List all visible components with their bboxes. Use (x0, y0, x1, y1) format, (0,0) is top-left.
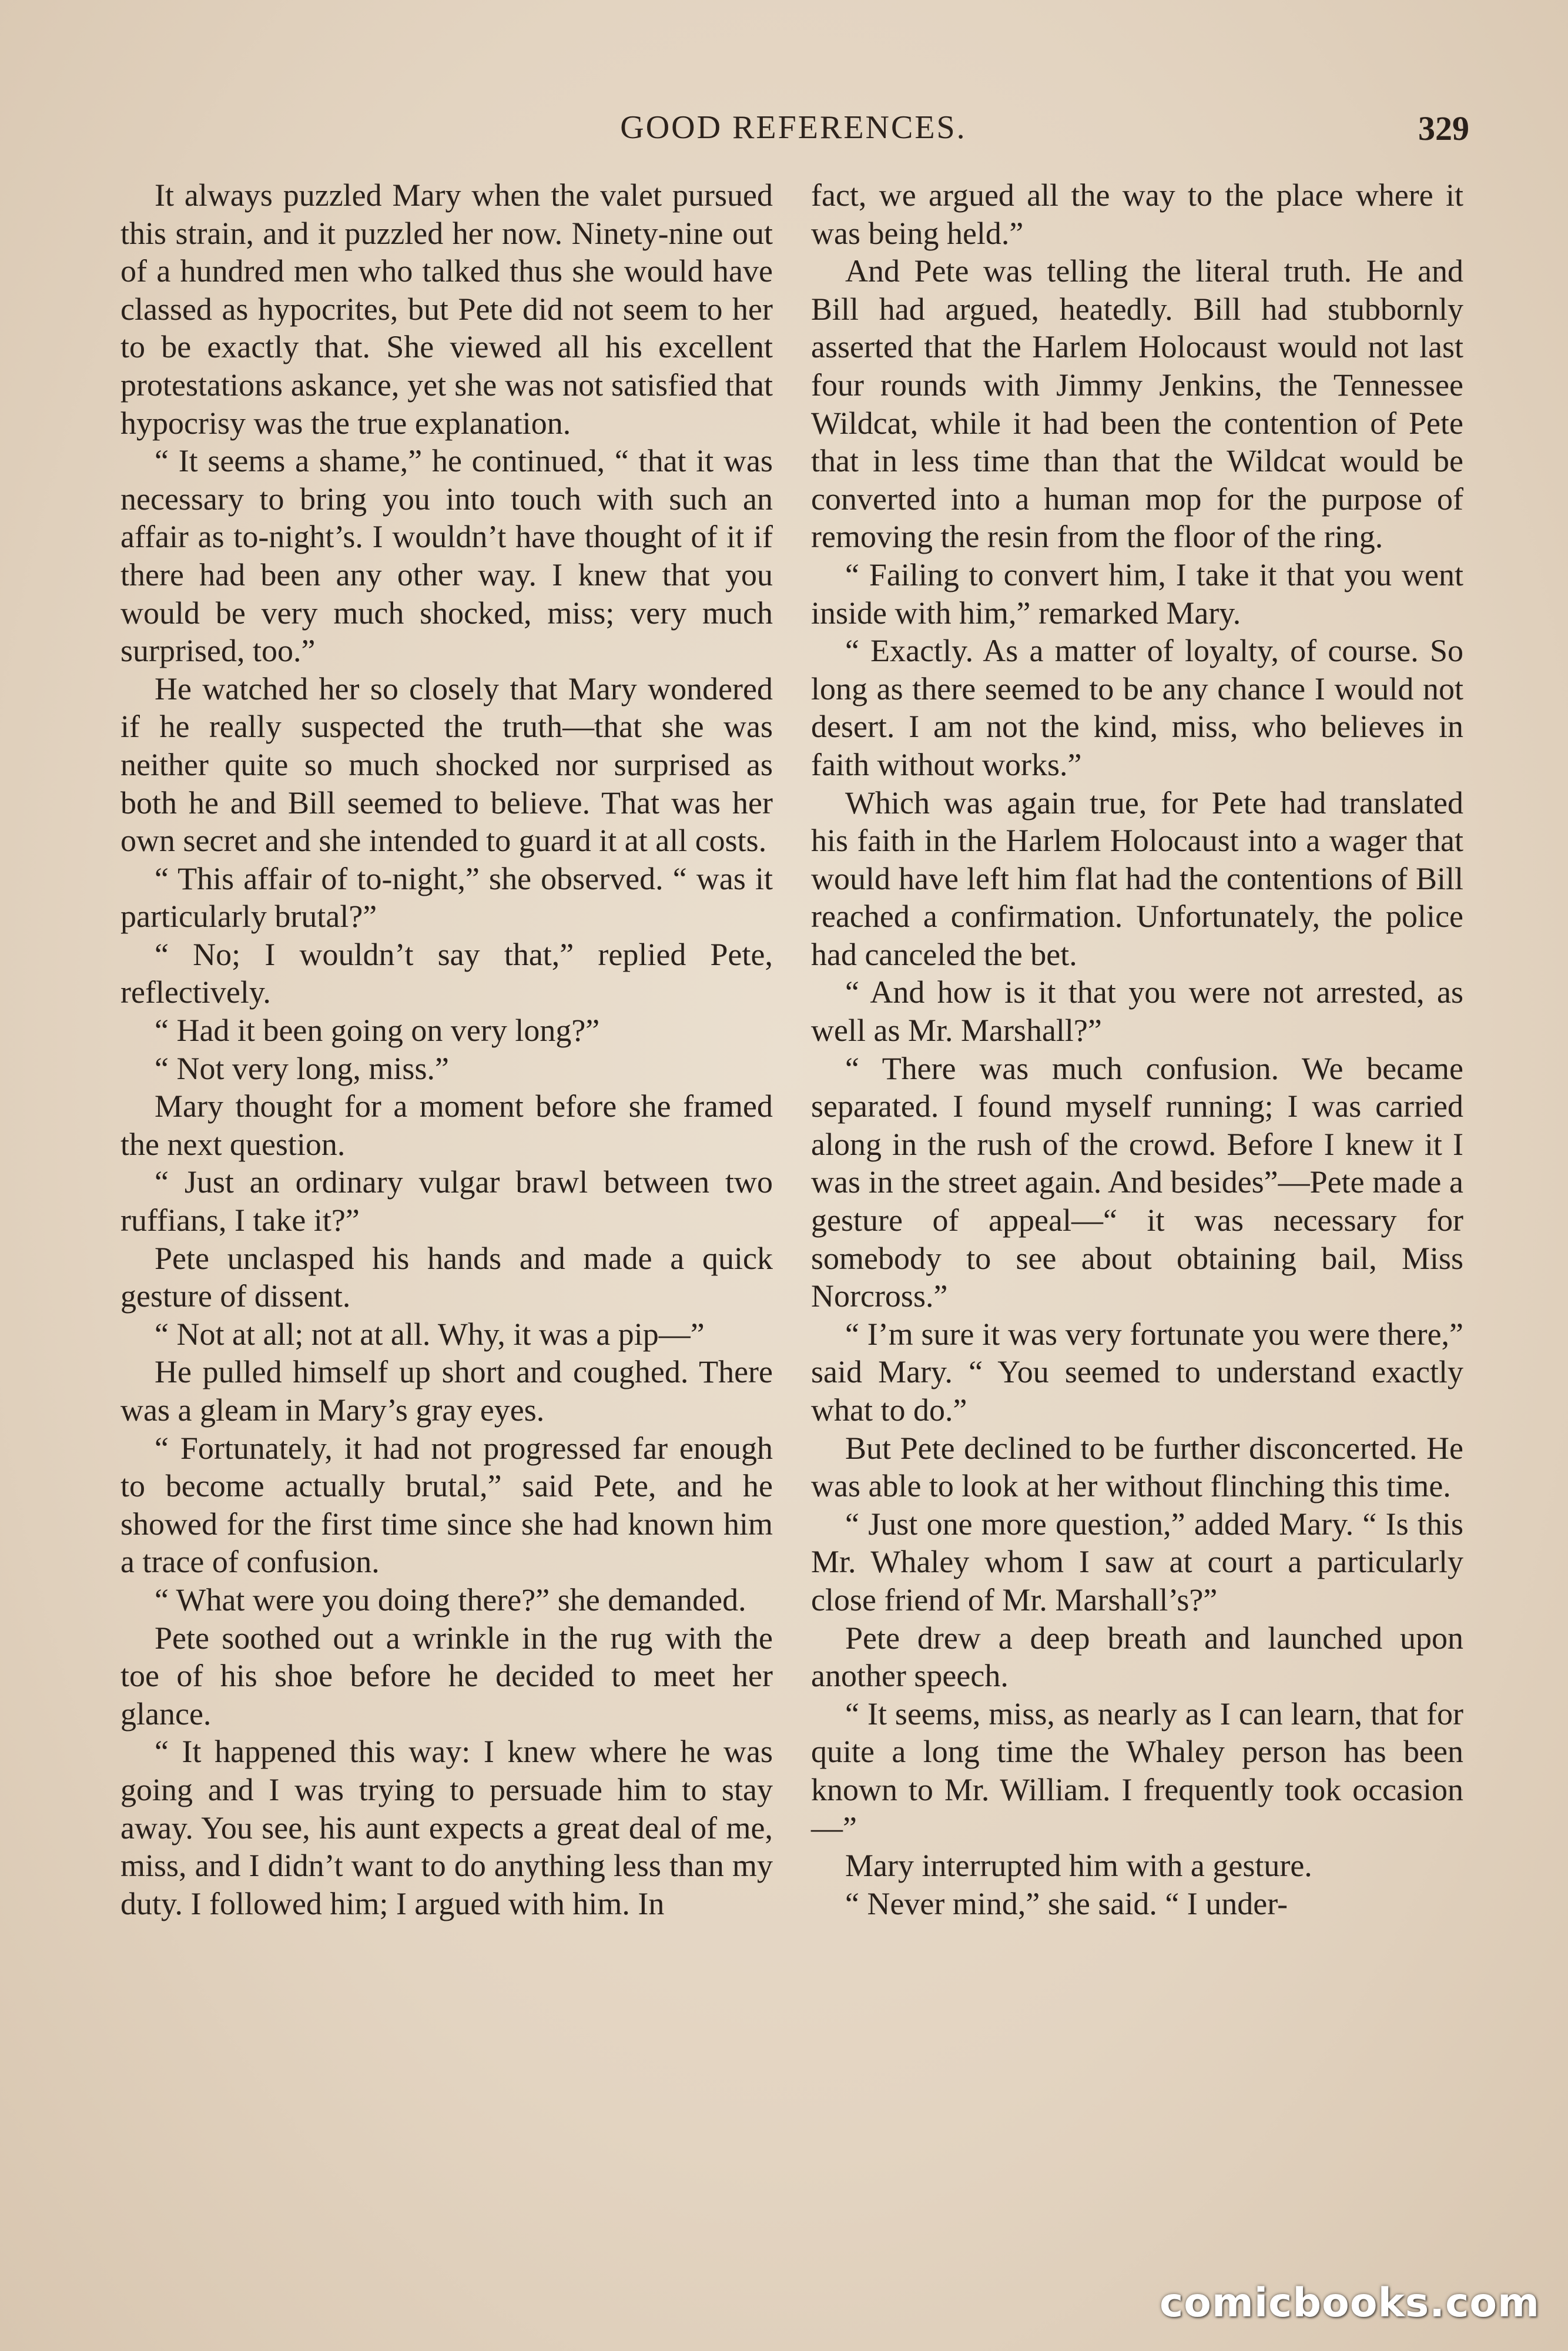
paragraph: It always puzzled Mary when the valet pursued this strain, and it puzzled her now. Ninety-nine out of a hundred men who talked thus she would have classed as hypocrites, but Pete did not seem to her to be exactly that. She viewed all his excellent protestations askance, yet she was not satisfied that hypocrisy was the true explanation. (120, 178, 773, 441)
page-header (118, 109, 1469, 156)
paragraph: “ It seems a shame,” he continued, “ that it was necessary to bring you into touch with such an affair as to-night’s. I wouldn’t have thought of it if there had been any other way. I knew that you would be very much shocked, miss; very much surprised, too.” (120, 443, 773, 669)
text-column-right (811, 176, 1463, 1923)
paragraph: “ And how is it that you were not arrested, as well as Mr. Marshall?” (811, 974, 1463, 1049)
watermark: comicbooks.com (1159, 2280, 1540, 2326)
paragraph: “ There was much confusion. We became separated. I found myself running; I was carried along in the rush of the crowd. Before I knew it I was in the street again. And besides”—Pete made a gesture of appeal—“ it was necessary for somebody to see about obtaining bail, Miss Norcross.” (811, 1050, 1463, 1314)
paragraph: But Pete declined to be further disconcerted. He was able to look at her without flinching this time. (811, 1430, 1463, 1504)
paragraph: He watched her so closely that Mary wondered if he really suspected the truth—that she was neither quite so much shocked nor surprised as both he and Bill seemed to believe. That was her own secret and she intended to guard it at all costs. (120, 671, 773, 859)
paragraph: “ Just one more question,” added Mary. “ Is this Mr. Whaley whom I saw at court a particularly close friend of Mr. Marshall’s?” (811, 1506, 1463, 1617)
paragraph: “ Fortunately, it had not progressed far enough to become actually brutal,” said Pete, and he showed for the first time since she had known him a trace of confusion. (120, 1430, 773, 1580)
paragraph: “ What were you doing there?” she demanded. (155, 1582, 746, 1617)
paragraph: Mary thought for a moment before she framed the next question. (120, 1089, 773, 1162)
paragraph: “ Just an ordinary vulgar brawl between two ruffians, I take it?” (120, 1164, 773, 1238)
paragraph: Pete unclasped his hands and made a quick gesture of dissent. (120, 1240, 773, 1314)
paragraph: “ Not very long, miss.” (155, 1050, 449, 1086)
paragraph: “ Never mind,” she said. “ I under- (845, 1886, 1288, 1921)
paragraph: Mary interrupted him with a gesture. (845, 1848, 1312, 1884)
paragraph: “ No; I wouldn’t say that,” replied Pete, reflectively. (120, 936, 773, 1010)
paragraph: “ Not at all; not at all. Why, it was a pip—” (155, 1316, 705, 1352)
paragraph: “ Had it been going on very long?” (155, 1013, 600, 1049)
text-column-left (120, 176, 773, 1923)
paragraph: “ This affair of to-night,” she observed. “ was it particularly brutal?” (120, 860, 773, 935)
running-title: GOOD REFERENCES. (620, 109, 967, 146)
paragraph: Pete soothed out a wrinkle in the rug with the toe of his shoe before he decided to meet her glance. (120, 1620, 773, 1732)
page-number: 329 (1418, 109, 1469, 148)
paragraph: “ Exactly. As a matter of loyalty, of course. So long as there seemed to be any chance I would not desert. I am not the kind, miss, who believes in faith without works.” (811, 633, 1463, 782)
paragraph: “ It seems, miss, as nearly as I can learn, that for quite a long time the Whaley person has been known to Mr. William. I frequently took occasion—” (811, 1696, 1463, 1846)
paragraph: fact, we argued all the way to the place where it was being held.” (811, 178, 1463, 251)
paragraph: Pete drew a deep breath and launched upon another speech. (811, 1620, 1463, 1694)
paragraph: Which was again true, for Pete had translated his faith in the Harlem Holocaust into a wager that would have left him flat had the contentions of Bill reached a confirmation. Unfortunately, the police had canceled the bet. (811, 785, 1463, 972)
paragraph: He pulled himself up short and coughed. There was a gleam in Mary’s gray eyes. (120, 1354, 773, 1428)
paragraph: And Pete was telling the literal truth. He and Bill had argued, heatedly. Bill had stubbornly asserted that the Harlem Holocaust would not last four rounds with Jimmy Jenkins, the Tennessee Wildcat, while it had been the contention of Pete that in less time than that the Wildcat would be converted into a human mop for the purpose of removing the resin from the floor of the ring. (811, 253, 1463, 555)
paragraph: “ It happened this way: I knew where he was going and I was trying to persuade him to stay away. You see, his aunt expects a great deal of me, miss, and I didn’t want to do anything less than my duty. I followed him; I argued with him. In (120, 1734, 773, 1921)
paragraph: “ Failing to convert him, I take it that you went inside with him,” remarked Mary. (811, 557, 1463, 631)
paragraph: “ I’m sure it was very fortunate you were there,” said Mary. “ You seemed to understand exactly what to do.” (811, 1316, 1463, 1428)
